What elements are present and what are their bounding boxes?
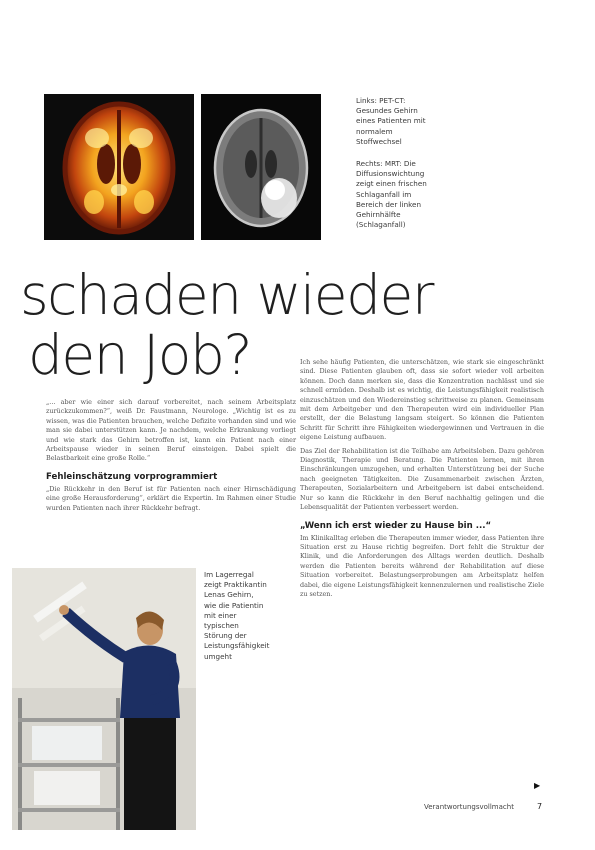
right-paragraph-2: Das Ziel der Rehabilitation ist die Teilhabe am Arbeitsleben. Dazu gehören Diagnostik, Therapie und Beratung. Die Patienten lernen, mit ihren Einschränkungen umzugehen, und erhalten Unterstützung bei der Suche nach geeigneten Tätigkeiten. Die Zusammenarbeit zwischen Ärzten, Therapeuten, Sozialarbeitern und Arbeitgebern ist dabei entscheidend. Nur so kann die Rückkehr in den Beruf nachhaltig gelingen und die Lebensqualität der Patienten verbessert werden. <box>300 446 544 512</box>
page-number: 7 <box>537 802 543 811</box>
headline-line-1: schaden wieder <box>20 263 434 327</box>
footer-label: Verantwortungsvollmacht <box>424 803 514 811</box>
top-caption <box>356 96 434 230</box>
patient-photo <box>12 568 196 830</box>
right-paragraph-3: Im Klinikalltag erleben die Therapeuten immer wieder, dass Patienten ihre Situation erst zu Hause richtig begreifen. Dort fehlt die Struktur der Klinik, und die Anforderungen des Alltags werden deutlich. Deshalb werden die Patienten bereits während der Rehabilitation auf diese Situation vorbereitet. Belastungserprobungen am Arbeitsplatz helfen dabei, die eigene Leistungsfähigkeit kennenzulernen und realistische Ziele zu setzen. <box>300 533 544 598</box>
right-column <box>300 358 544 599</box>
caption-mri: Rechts: MRT: Die Diffusionswichtung zeigt einen frischen Schlaganfall im Bereich der linken Gehirnhälfte (Schlaganfall) <box>356 159 427 230</box>
side-caption <box>204 570 268 662</box>
photo-graphic <box>12 568 196 830</box>
mri-brain-graphic <box>201 94 321 240</box>
left-paragraph-2: „Die Rückkehr in den Beruf ist für Patienten nach einer Hirnschädigung eine große Herausforderung“, erklärt die Expertin. Im Rahmen einer Studie wurden Patienten nach ihrer Rückkehr befragt. <box>46 484 296 512</box>
left-subhead: Fehleinschätzung vorprogrammiert <box>46 471 218 482</box>
pet-brain-graphic <box>44 94 194 240</box>
caption-pet: Links: PET-CT: Gesundes Gehirn eines Patienten mit normalem Stoffwechsel <box>356 96 426 146</box>
mri-scan-image <box>201 94 321 240</box>
right-subhead: „Wenn ich erst wieder zu Hause bin ...“ <box>300 520 492 531</box>
headline-line-2: den Job? <box>28 323 252 387</box>
left-column <box>46 398 296 513</box>
pet-scan-image <box>44 94 194 240</box>
continue-arrow-icon: ▶ <box>534 781 541 790</box>
caption-photo: Im Lagerregal zeigt Praktikantin Lenas Gehirn, wie die Patientin mit einer typischen Störung der Leistungsfähigkeit umgeht <box>204 570 270 661</box>
left-paragraph-1: „... aber wie einer sich darauf vorbereitet, nach seinem Arbeitsplatz zurückzukommen?“, weiß Dr. Faustmann, Neurologe. „Wichtig ist es zu wissen, was die Patienten brauchen, welche Defizite vorhanden sind und wie man sie dabei unterstützen kann. Je nachdem, welche Erkrankung vorliegt und wie stark das Gehirn betroffen ist, kann ein Patient nach einer Arbeitspause wieder in seinen Beruf einsteigen. Dabei spielt die Belastbarkeit eine große Rolle.“ <box>46 398 296 463</box>
right-paragraph-1: Ich sehe häufig Patienten, die unterschätzen, wie stark sie eingeschränkt sind. Diese Patienten glauben oft, dass sie sofort wieder voll arbeiten können. Doch dann merken sie, dass die Konzentration nachlässt und sie schnell ermüden. Deshalb ist es wichtig, die Leistungsfähigkeit realistisch einzuschätzen und den Wiedereinstieg schrittweise zu planen. Gemeinsam mit dem Arbeitgeber und den Therapeuten wird ein individueller Plan erstellt, der die Belastung langsam steigert. So können die Patienten Schritt für Schritt ihre Fähigkeiten wiedergewinnen und Vertrauen in die eigene Leistung aufbauen. <box>300 358 544 442</box>
